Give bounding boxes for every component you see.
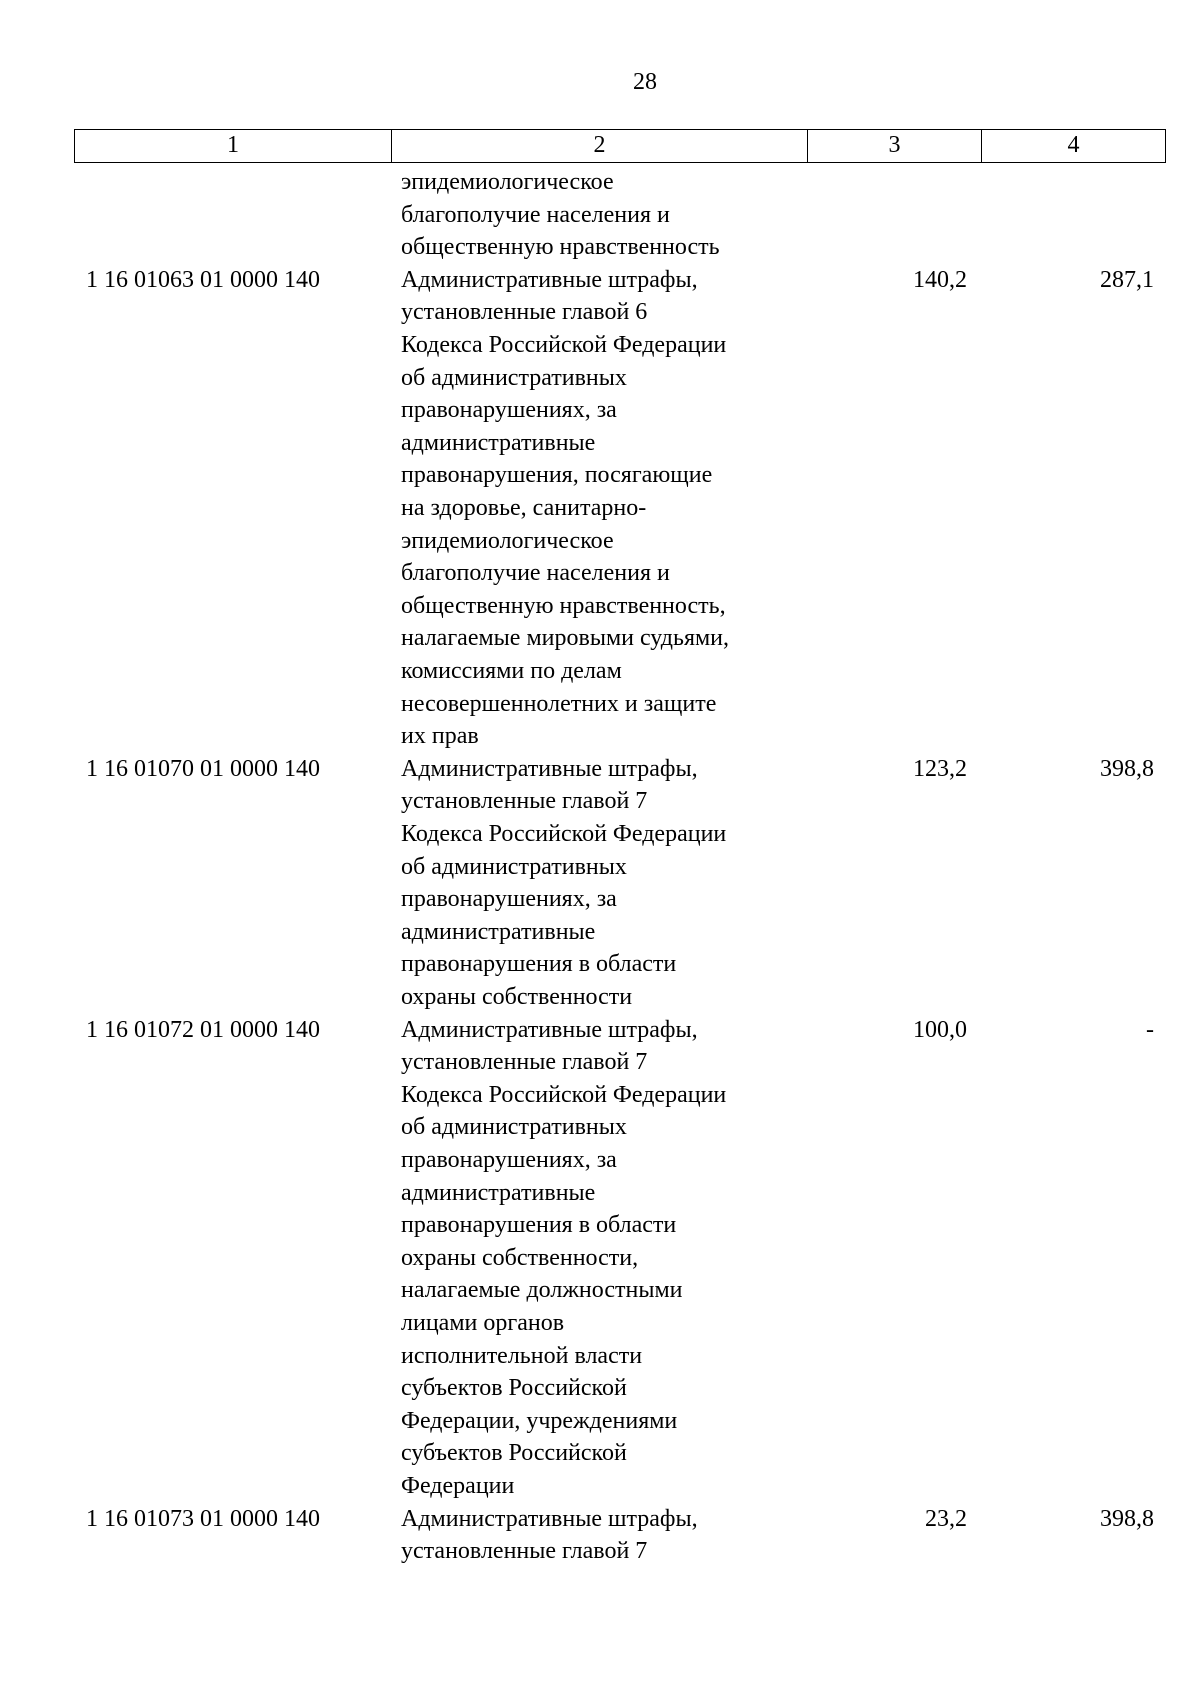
row-description: Административные штрафы, установленные главой 6 Кодекса Российской Федерации об административных правонарушениях, за административные правонарушения, посягающие на здоровье, санитарно- эпидемиологическое благополучие населения и общественную нравственность, налагаемые мировыми судьями, комиссиями по делам несовершеннолетних и защите их прав: [401, 266, 730, 750]
row-code: 1 16 01063 01 0000 140: [86, 266, 320, 293]
header-col-4: 4: [981, 130, 1165, 162]
header-col-3: 3: [807, 130, 981, 162]
row-value-col-4: 398,8: [1100, 755, 1154, 782]
row-code: 1 16 01070 01 0000 140: [86, 755, 320, 782]
row-value-col-4: 287,1: [1100, 266, 1154, 293]
row-value-col-4: 398,8: [1100, 1505, 1154, 1532]
row-description: Административные штрафы, установленные главой 7 Кодекса Российской Федерации об административных правонарушениях, за административные правонарушения в области охраны собственности: [401, 755, 727, 1010]
row-description: Административные штрафы, установленные главой 7 Кодекса Российской Федерации об административных правонарушениях, за административные правонарушения в области охраны собственности, налагаемые должностными лицами органов исполнительной власти субъектов Российской Федерации, учреждениями субъектов Российской Федерации: [401, 1016, 727, 1499]
continuation-text: эпидемиологическое благополучие населения и общественную нравственность: [401, 169, 720, 261]
header-col-1: 1: [227, 132, 239, 158]
page-number: 28: [633, 69, 657, 95]
row-value-col-3: 140,2: [913, 266, 967, 293]
table-header: [74, 129, 1166, 163]
row-value-col-3: 100,0: [913, 1016, 967, 1043]
row-code: 1 16 01073 01 0000 140: [86, 1505, 320, 1532]
row-value-col-3: 123,2: [913, 755, 967, 782]
row-value-col-4: -: [1146, 1016, 1154, 1043]
row-value-col-3: 23,2: [925, 1505, 967, 1532]
header-col-2: 2: [391, 130, 807, 162]
row-description: Административные штрафы, установленные главой 7: [401, 1505, 698, 1565]
row-code: 1 16 01072 01 0000 140: [86, 1016, 320, 1043]
